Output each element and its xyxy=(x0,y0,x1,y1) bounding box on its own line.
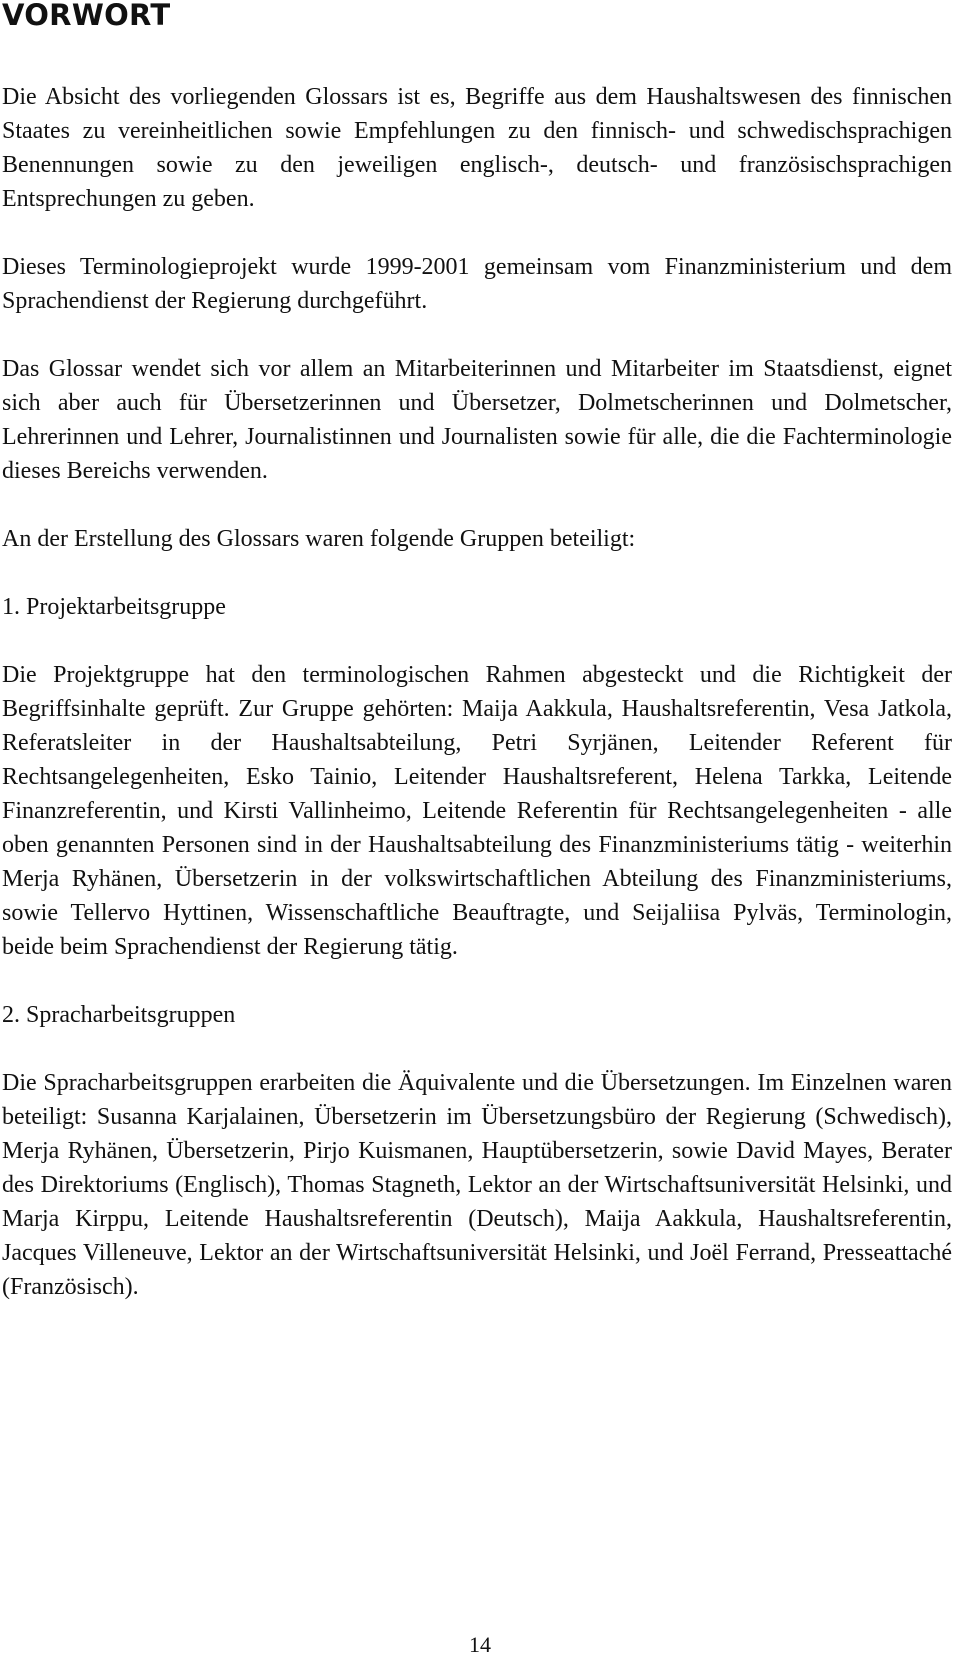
paragraph-groups-intro: An der Erstellung des Glossars waren folgende Gruppen beteiligt: xyxy=(2,526,636,552)
section-heading-projektarbeitsgruppe: 1. Projektarbeitsgruppe xyxy=(2,594,226,620)
page-heading: VORWORT xyxy=(2,0,171,32)
paragraph-project: Dieses Terminologieprojekt wurde 1999-2001 gemeinsam vom Finanzministerium und dem Sprachendienst der Regierung durchgeführt. xyxy=(2,254,952,314)
page-number: 14 xyxy=(469,1632,491,1657)
paragraph-projektgruppe: Die Projektgruppe hat den terminologischen Rahmen abgesteckt und die Richtigkeit der Begriffsinhalte geprüft. Zur Gruppe gehörten: Maija Aakkula, Haushaltsreferentin, Vesa Jatkola, Referatsleiter in der Haushaltsabteilung, Petri Syrjänen, Leitender Referent für Rechtsangelegenheiten, Esko Tainio, Leitender Haushaltsreferent, Helena Tarkka, Leitende Finanzreferentin, und Kirsti Vallinheimo, Leitende Referentin für Rechtsangelegenheiten - alle oben genannten Personen sind in der Haushaltsabteilung des Finanzministeriums tätig - weiterhin Merja Ryhänen, Übersetzerin in der volkswirtschaftlichen Abteilung des Finanzministeriums, sowie Tellervo Hyttinen, Wissenschaftliche Beauftragte, und Seijaliisa Pylväs, Terminologin, beide beim Sprachendienst der Regierung tätig. xyxy=(2,662,952,960)
paragraph-intro: Die Absicht des vorliegenden Glossars ist es, Begriffe aus dem Haushaltswesen des finnischen Staates zu vereinheitlichen sowie Empfehlungen zu den finnisch- und schwedischsprachigen Benennungen sowie zu den jeweiligen englisch-, deutsch- und französischsprachigen Entsprechungen zu geben. xyxy=(2,84,952,212)
paragraph-spracharbeitsgruppen: Die Spracharbeitsgruppen erarbeiten die Äquivalente und die Übersetzungen. Im Einzelnen waren beteiligt: Susanna Karjalainen, Übersetzerin im Übersetzungsbüro der Regierung (Schwedisch), Merja Ryhänen, Übersetzerin, Pirjo Kuismanen, Hauptübersetzerin, sowie David Mayes, Berater des Direktoriums (Englisch), Thomas Stagneth, Lektor an der Wirtschaftsuniversität Helsinki, und Marja Kirppu, Leitende Haushaltsreferentin (Deutsch), Maija Aakkula, Haushaltsreferentin, Jacques Villeneuve, Lektor an der Wirtschaftsuniversität Helsinki, und Joël Ferrand, Presseattaché (Französisch). xyxy=(2,1070,952,1300)
paragraph-audience: Das Glossar wendet sich vor allem an Mitarbeiterinnen und Mitarbeiter im Staatsdienst, eignet sich aber auch für Übersetzerinnen und Übersetzer, Dolmetscherinnen und Dolmetscher, Lehrerinnen und Lehrer, Journalistinnen und Journalisten sowie für alle, die die Fachterminologie dieses Bereichs verwenden. xyxy=(2,356,952,484)
body-text xyxy=(2,80,952,1304)
section-heading-spracharbeitsgruppen: 2. Spracharbeitsgruppen xyxy=(2,1002,236,1028)
